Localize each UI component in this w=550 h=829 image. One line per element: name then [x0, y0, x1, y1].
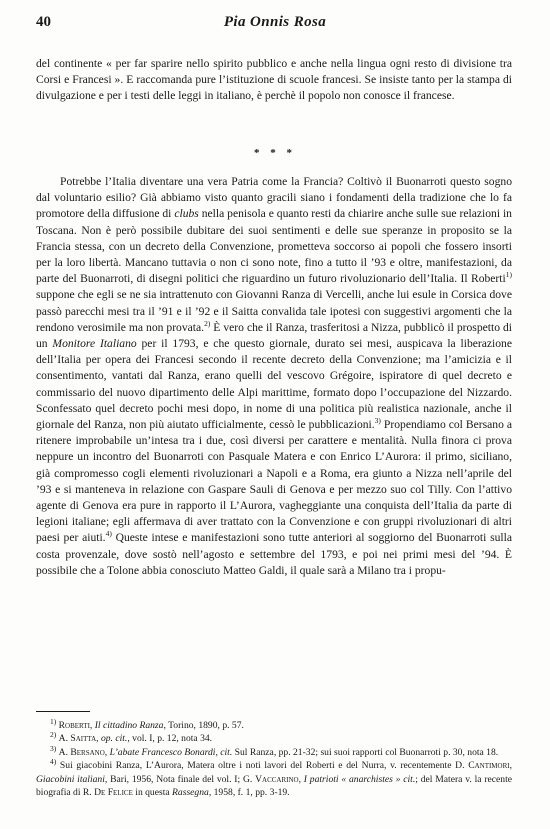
- footnote: $^{4)}$ Sui giacobini Ranza, L’Aurora, Matera oltre i noti lavori del Roberti e del Nurra, v. recentemente D. Cantimori, Giacobini italiani, Bari, 1956, Nota finale del vol. I; G. Vaccarino, I patrioti « anarchistes » cit.; del Matera v. la recente biografia di R. De Felice in questa Rassegna, 1958, f. 1, pp. 3-19.: [36, 757, 513, 799]
- paragraph-main: [36, 174, 512, 579]
- footnotes: [36, 716, 513, 799]
- page-header: [36, 14, 514, 34]
- paragraph-text: Potrebbe l’Italia diventare una vera Patria come la Francia? Coltivò il Buonarroti questo sogno dal voluntario esilio? Già abbiamo visto quanto gracili siano i fondamenti della tradizione che lo fa promotore della diffusione di clubs nella penisola e quanto resti da chiarire anche sulle sue relazioni in Toscana. Non è però possibile dubitare dei suoi sentimenti e delle sue speranze in proposito se la Francia stessa, con un decreto della Convenzione, prometteva soccorso ai popoli che fossero insorti per la loro libertà. Mancano tuttavia o non ci sono note, fino a tutto il ’93 e oltre, manifestazioni, da parte del Buonarroti, di disegni politici che riguardino un futuro rivoluzionario dell’Italia. Il Roberti$^{1)}$ suppone che egli se ne sia intrattenuto con Giovanni Ranza di Vercelli, anche lui esule in Corsica dove passò parecchi mesi tra il ’91 e il ’92 e il Saitta convalida tale ipotesi con suggestivi argomenti che la rendono verosimile ma non provata.$^{2)}$ È vero che il Ranza, trasferitosi a Nizza, pubblicò il prospetto di un Monitore Italiano per il 1793, e che questo giornale, durato sei mesi, auspicava la liberazione dell’Italia per opera dei Francesi secondo il recente decreto della Convenzione; ma l’amicizia e il consentimento, vantati dal Ranza, erano quelli del vescovo Grégoire, ispiratore di quel decreto e commissario del nuovo dipartimento delle Alpi marittime, formato dopo l’occupazione del Nizzardo. Sconfessato quel decreto pochi mesi dopo, in nome di una politica più realistica nazionale, anche il giornale del Ranza, non più aiutato ufficialmente, cessò le pubblicazioni.$^{3)}$ Propendiamo col Bersano a ritenere improbabile un’intesa tra i due, così diversi per carattere e mentalità. Nulla finora ci prova neppure un incontro del Buonarroti con Pasquale Matera e con Enrico L’Aurora: il primo, siciliano, già compromesso cogli elementi rivoluzionari a Napoli e a Roma, era giunto a Nizza nell’aprile del ’93 e si manteneva in relazione con Gaspare Sauli di Genova e per mezzo suo col Tilly. Con l’attivo agente di Genova era pure in rapporto il L’Aurora, vagheggiante una conquista dell’Italia da parte di legioni italiane; egli affermava di aver trattato con la Convenzione e con gruppi rivoluzionari di altri paesi per aiuti.$^{4)}$ Queste intese e manifestazioni sono tutte anteriori al soggiorno del Buonarroti sulla costa provenzale, dove sostò nell’agosto e settembre del 1793, e poi nei primi mesi del ’94. È possibile che a Tolone abbia conosciuto Matteo Galdi, il quale sarà a Milano tra i propu-: [36, 175, 513, 577]
- footnote-ref[interactable]: 2): [204, 318, 211, 328]
- footnote: $^{1)}$ Roberti, Il cittadino Ranza, Torino, 1890, p. 57.: [50, 716, 244, 731]
- italic-term: clubs: [174, 207, 199, 221]
- footnote-ref[interactable]: 1): [505, 270, 512, 280]
- footnote: $^{3)}$ A. Bersano, L’abate Francesco Bonardi, cit. Sul Ranza, pp. 21-32; sui suoi rapporti col Buonarroti p. 30, nota 18.: [50, 743, 499, 758]
- footnote-divider: [36, 711, 90, 712]
- footnote: $^{2)}$ A. Saitta, op. cit., vol. I, p. 12, nota 34.: [50, 730, 213, 745]
- running-title: Pia Onnis Rosa: [223, 14, 327, 30]
- italic-title: Monitore Italiano: [52, 337, 137, 351]
- section-separator: * * *: [254, 147, 296, 159]
- page-number: 40: [36, 14, 51, 30]
- footnote-ref[interactable]: 4): [105, 529, 112, 539]
- paragraph-text: del continente « per far sparire nello spirito pubblico e anche nella lingua ogni resto di divisione tra Corsi e Francesi ». E raccomanda pure l’istituzione di scuole francesi. Se insiste tanto per la stampa di divulgazione e per i testi delle leggi in italiano, è perchè il popolo non conosce il francese.: [36, 57, 512, 103]
- footnote-ref[interactable]: 3): [374, 416, 381, 426]
- paragraph-continuation: [36, 56, 512, 105]
